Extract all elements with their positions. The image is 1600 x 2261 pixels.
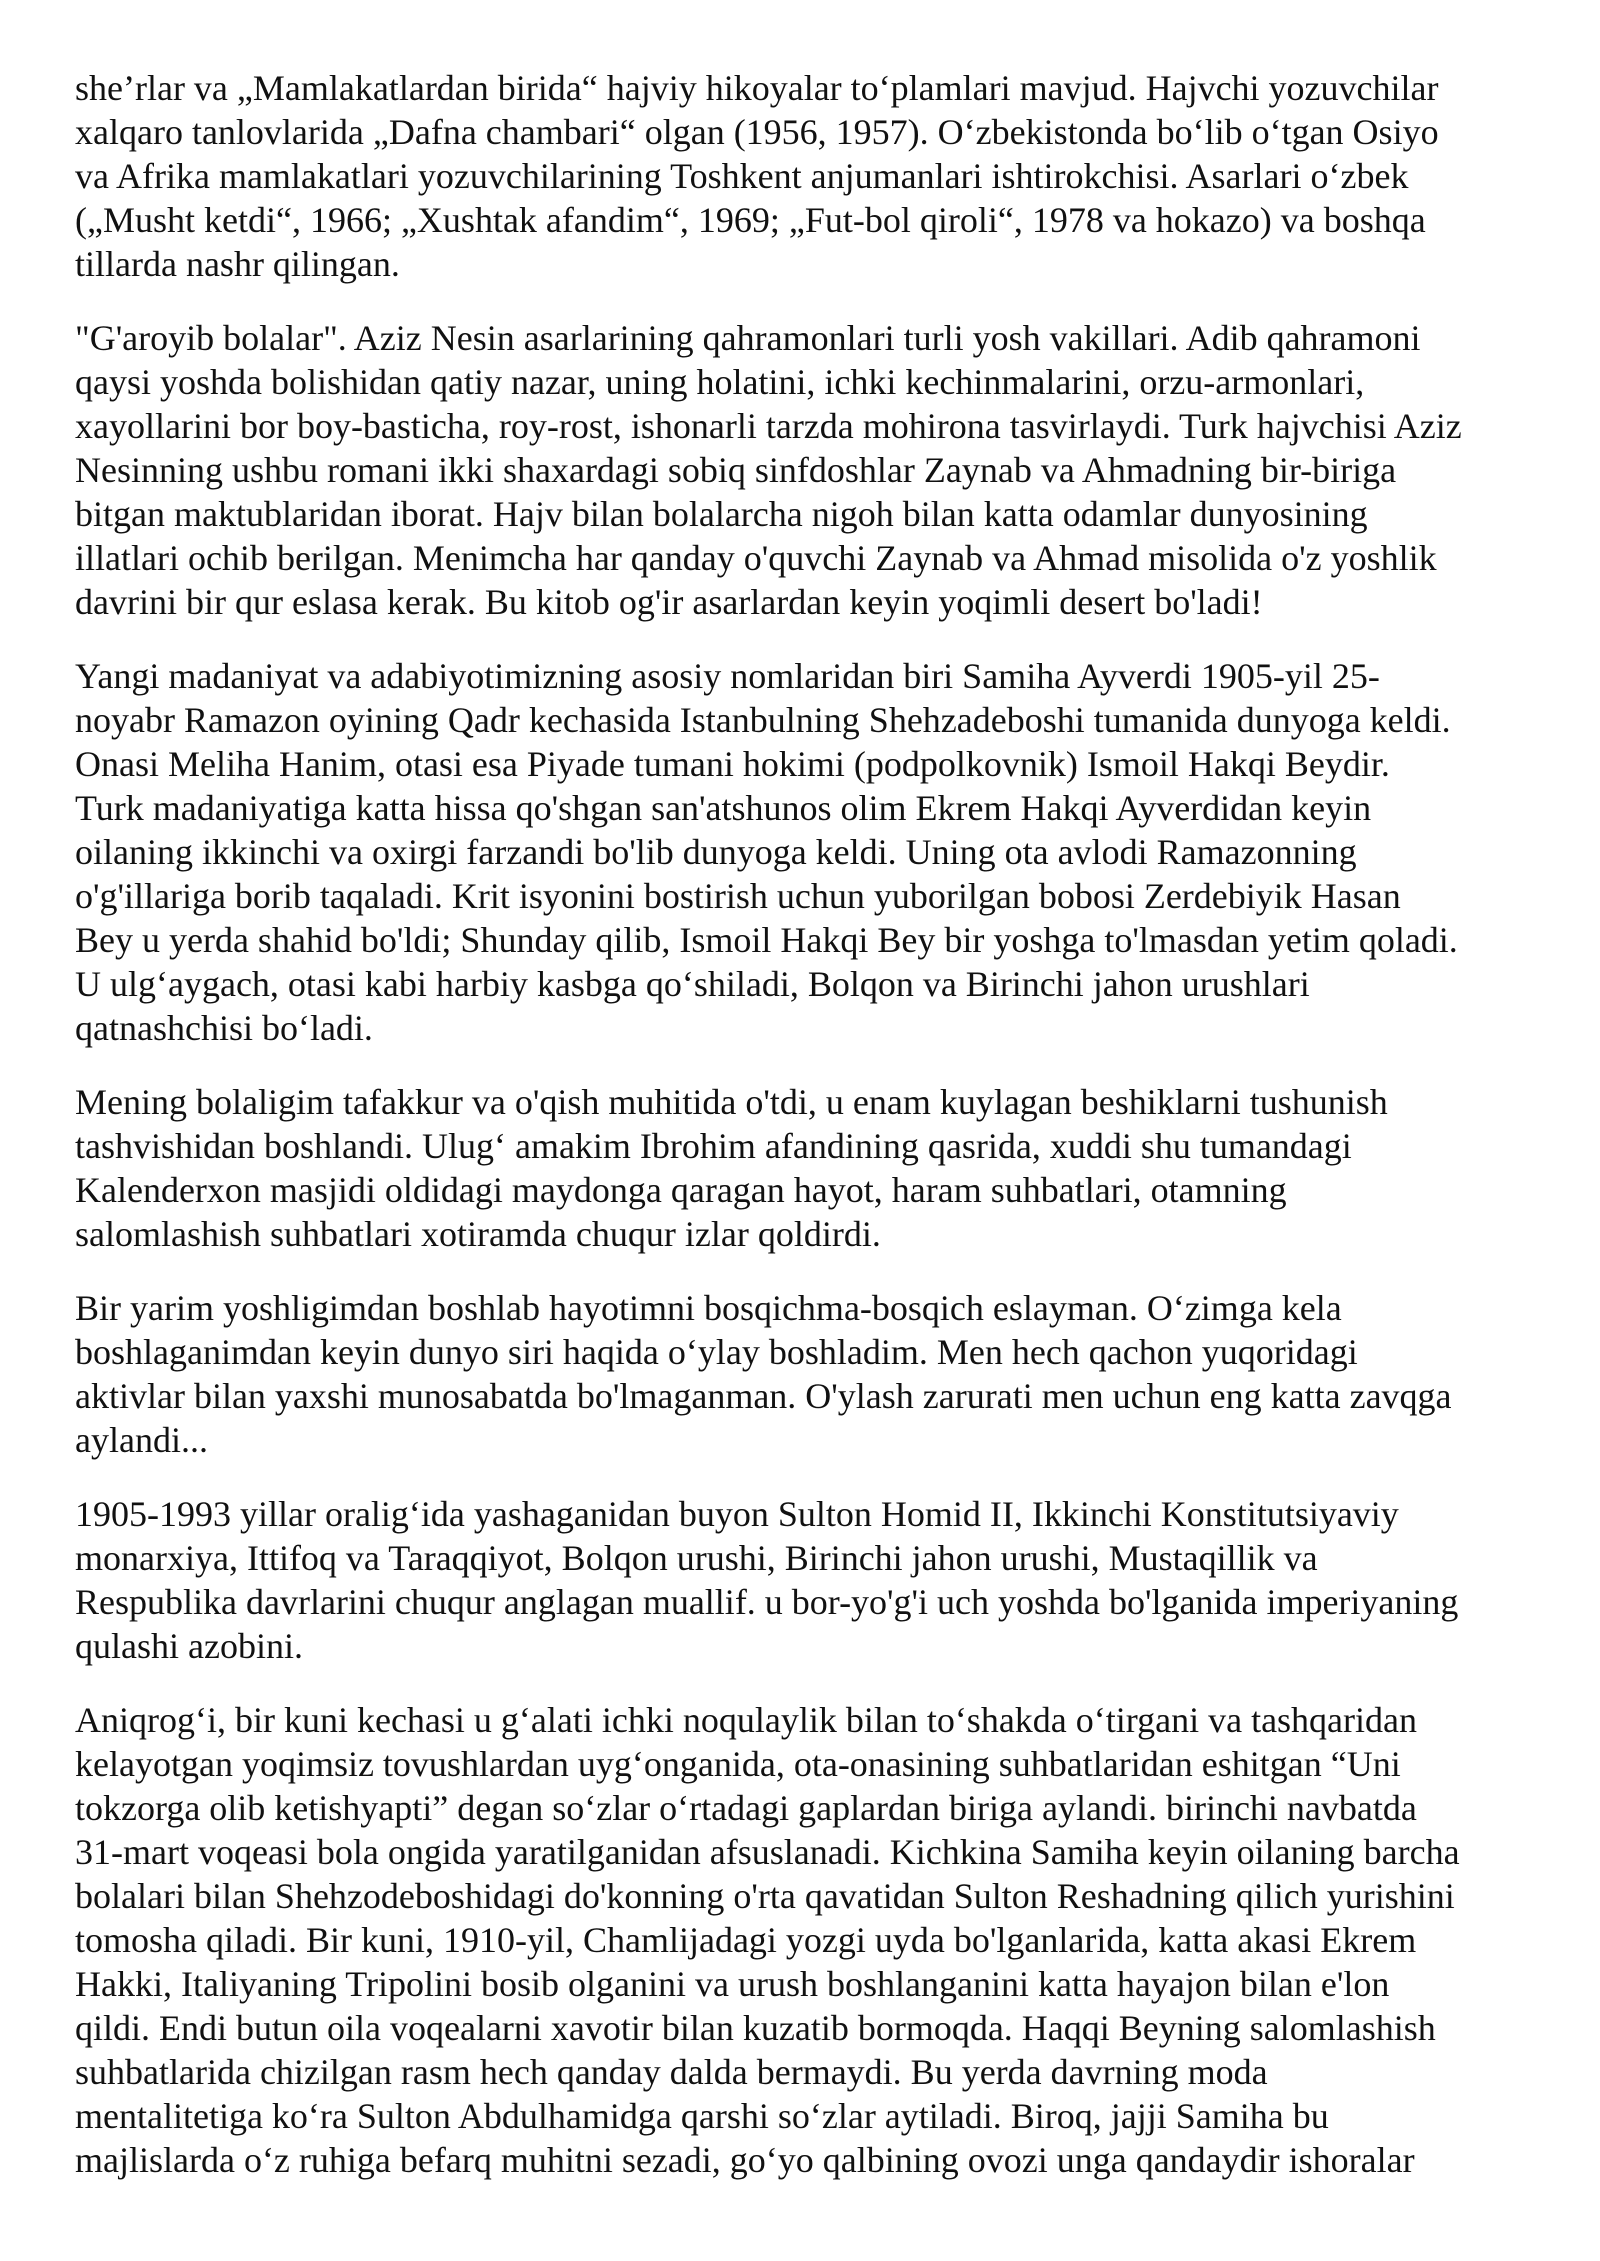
document-page [75, 66, 1545, 2212]
text-line: qulashi azobini. [75, 1626, 303, 1666]
text-line: qatnashchisi bo‘ladi. [75, 1008, 373, 1048]
paragraph-memories [75, 1286, 1545, 1462]
paragraph-childhood [75, 1080, 1545, 1256]
paragraph-garoyib-bolalar [75, 316, 1545, 624]
text-line: aktivlar bilan yaxshi munosabatda bo'lmaganman. O'ylash zarurati men uchun eng katta zavqga [75, 1376, 1452, 1416]
text-line: Kalenderxon masjidi oldidagi maydonga qaragan hayot, haram suhbatlari, otamning [75, 1170, 1287, 1210]
text-line: tillarda nashr qilingan. [75, 244, 400, 284]
text-line: oilaning ikkinchi va oxirgi farzandi bo'lib dunyoga keldi. Uning ota avlodi Ramazonning [75, 832, 1357, 872]
text-line: monarxiya, Ittifoq va Taraqqiyot, Bolqon urushi, Birinchi jahon urushi, Mustaqillik va [75, 1538, 1318, 1578]
text-line: Bir yarim yoshligimdan boshlab hayotimni bosqichma-bosqich eslayman. O‘zimga kela [75, 1288, 1342, 1328]
text-line: boshlaganimdan keyin dunyo siri haqida o‘ylay boshladim. Men hech qachon yuqoridagi [75, 1332, 1358, 1372]
text-line: tashvishidan boshlandi. Ulug‘ amakim Ibrohim afandining qasrida, xuddi shu tumandagi [75, 1126, 1352, 1166]
text-line: "G'aroyib bolalar". Aziz Nesin asarlarining qahramonlari turli yosh vakillari. Adib qahramoni [75, 318, 1421, 358]
text-line: mentalitetiga ko‘ra Sulton Abdulhamidga qarshi so‘zlar aytiladi. Biroq, jajji Samiha bu [75, 2096, 1329, 2136]
text-line: kelayotgan yoqimsiz tovushlardan uyg‘onganida, ota-onasining suhbatlaridan eshitgan “Uni [75, 1744, 1401, 1784]
paragraph-aziz-nesin-bio-end [75, 66, 1545, 286]
text-line: Yangi madaniyat va adabiyotimizning asosiy nomlaridan biri Samiha Ayverdi 1905-yil 25- [75, 656, 1380, 696]
text-line: noyabr Ramazon oyining Qadr kechasida Istanbulning Shehzadeboshi tumanida dunyoga keldi. [75, 700, 1451, 740]
text-line: Hakki, Italiyaning Tripolini bosib olganini va urush boshlanganini katta hayajon bilan e'lon [75, 1964, 1390, 2004]
text-line: 1905-1993 yillar oralig‘ida yashaganidan buyon Sulton Homid II, Ikkinchi Konstitutsiyaviy [75, 1494, 1399, 1534]
text-line: Nesinning ushbu romani ikki shaxardagi sobiq sinfdoshlar Zaynab va Ahmadning bir-biriga [75, 450, 1397, 490]
text-line: Respublika davrlarini chuqur anglagan muallif. u bor-yo'g'i uch yoshda bo'lganida imperiyaning [75, 1582, 1459, 1622]
text-line: salomlashish suhbatlari xotiramda chuqur izlar qoldirdi. [75, 1214, 881, 1254]
text-line: bolalari bilan Shehzodeboshidagi do'konning o'rta qavatidan Sulton Reshadning qilich yurishini [75, 1876, 1455, 1916]
text-line: U ulg‘aygach, otasi kabi harbiy kasbga qo‘shiladi, Bolqon va Birinchi jahon urushlari [75, 964, 1310, 1004]
text-line: Turk madaniyatiga katta hissa qo'shgan san'atshunos olim Ekrem Hakqi Ayverdidan keyin [75, 788, 1372, 828]
text-line: majlislarda o‘z ruhiga befarq muhitni sezadi, go‘yo qalbining ovozi unga qandaydir ishoralar [75, 2140, 1415, 2180]
text-line: Aniqrog‘i, bir kuni kechasi u g‘alati ichki noqulaylik bilan to‘shakda o‘tirgani va tashqaridan [75, 1700, 1418, 1740]
text-line: she’rlar va „Mamlakatlardan birida“ hajviy hikoyalar to‘plamlari mavjud. Hajvchi yozuvchilar [75, 68, 1439, 108]
text-line: suhbatlarida chizilgan rasm hech qanday dalda bermaydi. Bu yerda davrning moda [75, 2052, 1268, 2092]
text-line: Onasi Meliha Hanim, otasi esa Piyade tumani hokimi (podpolkovnik) Ismoil Hakqi Beydir. [75, 744, 1390, 784]
text-line: o'g'illariga borib taqaladi. Krit isyonini bostirish uchun yuborilgan bobosi Zerdebiyik Hasan [75, 876, 1401, 916]
text-line: xalqaro tanlovlarida „Dafna chambari“ olgan (1956, 1957). O‘zbekistonda bo‘lib o‘tgan Osiyo [75, 112, 1439, 152]
text-line: Bey u yerda shahid bo'ldi; Shunday qilib, Ismoil Hakqi Bey bir yoshga to'lmasdan yetim qoladi. [75, 920, 1458, 960]
text-line: Mening bolaligim tafakkur va o'qish muhitida o'tdi, u enam kuylagan beshiklarni tushunish [75, 1082, 1388, 1122]
text-line: illatlari ochib berilgan. Menimcha har qanday o'quvchi Zaynab va Ahmad misolida o'z yoshlik [75, 538, 1437, 578]
text-line: xayollarini bor boy-basticha, roy-rost, ishonarli tarzda mohirona tasvirlaydi. Turk hajvchisi Aziz [75, 406, 1462, 446]
paragraph-night-story [75, 1698, 1545, 2182]
paragraph-samiha-ayverdi-bio [75, 654, 1545, 1050]
text-line: tomosha qiladi. Bir kuni, 1910-yil, Chamlijadagi yozgi uyda bo'lganlarida, katta akasi Ekrem [75, 1920, 1417, 1960]
paragraph-historical-eras [75, 1492, 1545, 1668]
text-line: va Afrika mamlakatlari yozuvchilarining Toshkent anjumanlari ishtirokchisi. Asarlari o‘zbek [75, 156, 1409, 196]
text-line: 31-mart voqeasi bola ongida yaratilganidan afsuslanadi. Kichkina Samiha keyin oilaning barcha [75, 1832, 1460, 1872]
text-line: tokzorga olib ketishyapti” degan so‘zlar o‘rtadagi gaplardan biriga aylandi. birinchi navbatda [75, 1788, 1417, 1828]
text-line: qildi. Endi butun oila voqealarni xavotir bilan kuzatib bormoqda. Haqqi Beyning salomlashish [75, 2008, 1436, 2048]
text-line: aylandi... [75, 1420, 208, 1460]
text-line: bitgan maktublaridan iborat. Hajv bilan bolalarcha nigoh bilan katta odamlar dunyosining [75, 494, 1368, 534]
text-line: davrini bir qur eslasa kerak. Bu kitob og'ir asarlardan keyin yoqimli desert bo'ladi! [75, 582, 1263, 622]
text-line: („Musht ketdi“, 1966; „Xushtak afandim“, 1969; „Fut-bol qiroli“, 1978 va hokazo) va boshqa [75, 200, 1426, 240]
text-line: qaysi yoshda bolishidan qatiy nazar, uning holatini, ichki kechinmalarini, orzu-armonlari, [75, 362, 1365, 402]
